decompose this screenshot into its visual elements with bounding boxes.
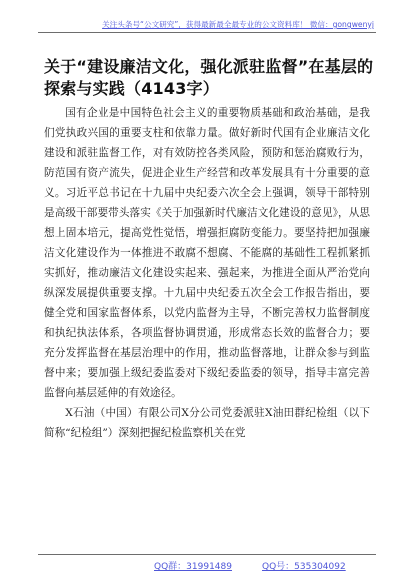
body-paragraph-1: 国有企业是中国特色社会主义的重要物质基础和政治基础，是我们党执政兴国的重要支柱和依靠力量。做好新时代国有企业廉洁文化建设和派驻监督工作，对有效防控各类风险，预防和惩治腐败行为，防范国有资产流失，促进企业生产经营和改革发展具有十分重要的意义。习近平总书记在十九届中央纪委六次全会上强调，领导干部特别是高级干部要带头落实《关于加强新时代廉洁文化建设的意见》，从思想上固本培元，提高党性觉悟，增强拒腐防变能力。要坚持把加强廉洁文化建设作为一体推进不敢腐不想腐、不能腐的基础性工程抓紧抓实抓好，推动廉洁文化建设实起来、强起来，为推进全面从严治党向纵深发展提供重要支撑。十九届中央纪委五次全会工作报告指出，要健全党和国家监督体系，以党内监督为主导，不断完善权力监督制度和执纪执法体系，各项监督协调贯通，形成常态长效的监督合力；要充分发挥监督在基层治理中的作用，推动监督落地，让群众参与到监督中来；要加强上级纪委监委对下级纪委监委的领导，指导丰富完善监督向基层延伸的有效途径。	[44, 107, 370, 399]
document-title: 关于“建设廉洁文化，强化派驻监督”在基层的探索与实践（4143字）	[44, 57, 374, 98]
header-banner-link[interactable]: 关注头条号“公文研究”，获得最新最全最专业的公文资料库！ 微信：gongwenyj	[102, 20, 374, 29]
document-body	[44, 103, 370, 443]
footer-qq-number-link[interactable]: QQ号：535304092	[262, 562, 346, 572]
body-paragraph-2: X石油（中国）有限公司X分公司党委派驻X油田群纪检组（以下简称“纪检组”）深刻把握纪检监察机关在党	[44, 407, 370, 439]
page-footer	[38, 554, 376, 575]
footer-qq-group-link[interactable]: QQ群：31991489	[154, 562, 232, 572]
page-header	[38, 12, 376, 33]
